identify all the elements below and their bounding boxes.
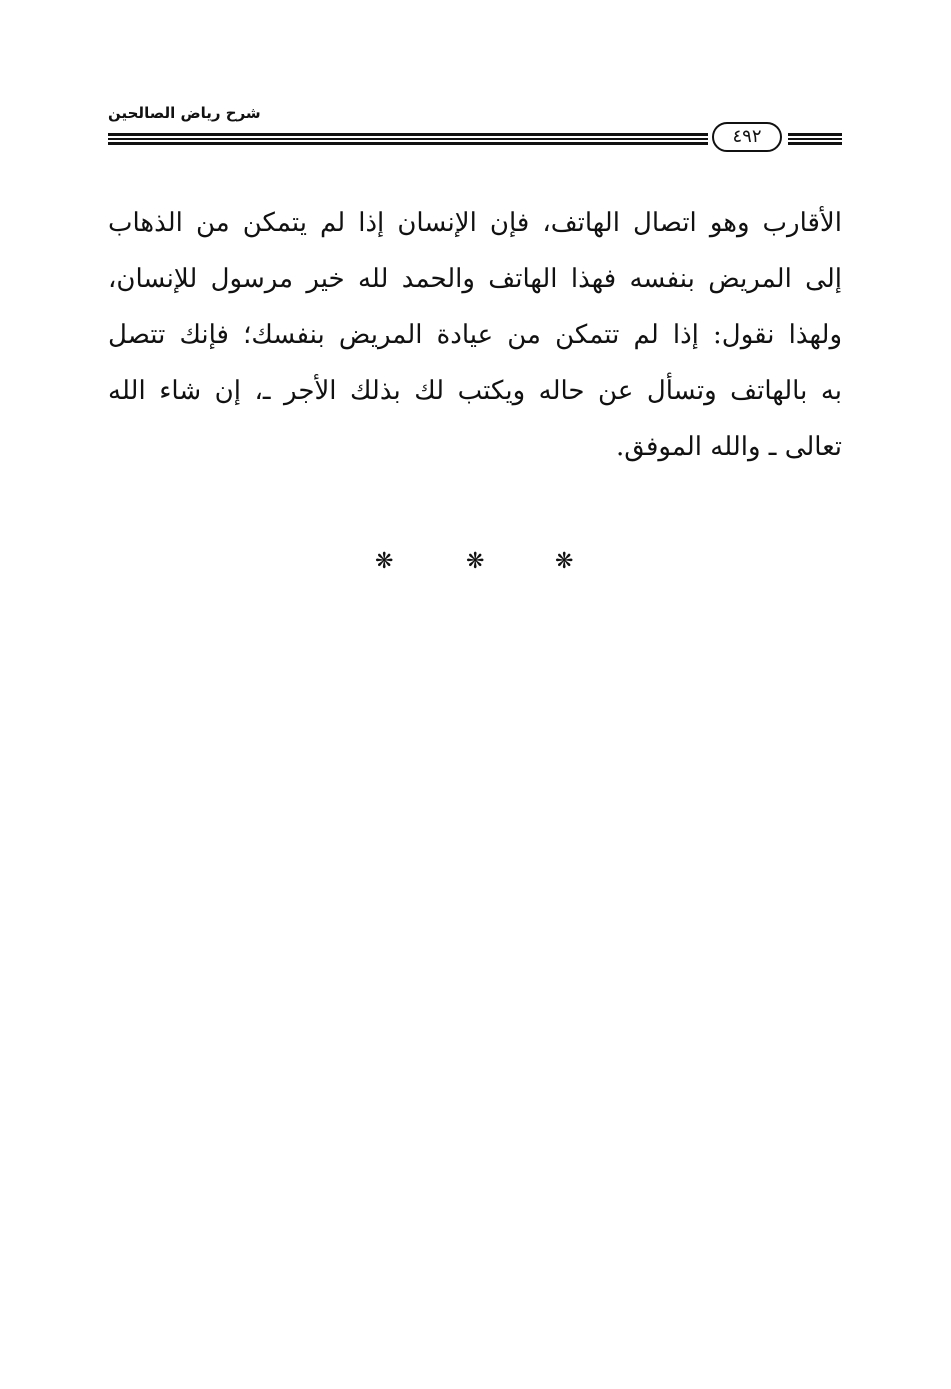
header-rule [788, 142, 842, 145]
text-line: به بالهاتف وتسأل عن حاله ويكتب لك بذلك الأجر ـ، إن شاء الله [108, 376, 842, 406]
separator-star-icon: ❋ [555, 549, 574, 574]
header-rule [788, 133, 842, 136]
body-paragraph [108, 195, 842, 475]
book-title: شرح رياض الصالحين [108, 104, 261, 122]
text-line: تعالى ـ والله الموفق. [616, 432, 842, 462]
header-rule [788, 138, 842, 140]
separator-star-icon: ❋ [375, 549, 394, 574]
section-separator [0, 547, 951, 577]
page-header [108, 100, 842, 160]
text-line: إلى المريض بنفسه فهذا الهاتف والحمد لله خير مرسول للإنسان، [108, 264, 842, 294]
separator-star-icon: ❋ [466, 549, 485, 574]
header-rule [108, 133, 708, 136]
text-line: الأقارب وهو اتصال الهاتف، فإن الإنسان إذا لم يتمكن من الذهاب [108, 208, 842, 238]
header-rule [108, 138, 708, 140]
header-rule [108, 142, 708, 145]
page-number: ٤٩٢ [712, 122, 782, 152]
text-line: ولهذا نقول: إذا لم تتمكن من عيادة المريض بنفسك؛ فإنك تتصل [108, 320, 842, 350]
